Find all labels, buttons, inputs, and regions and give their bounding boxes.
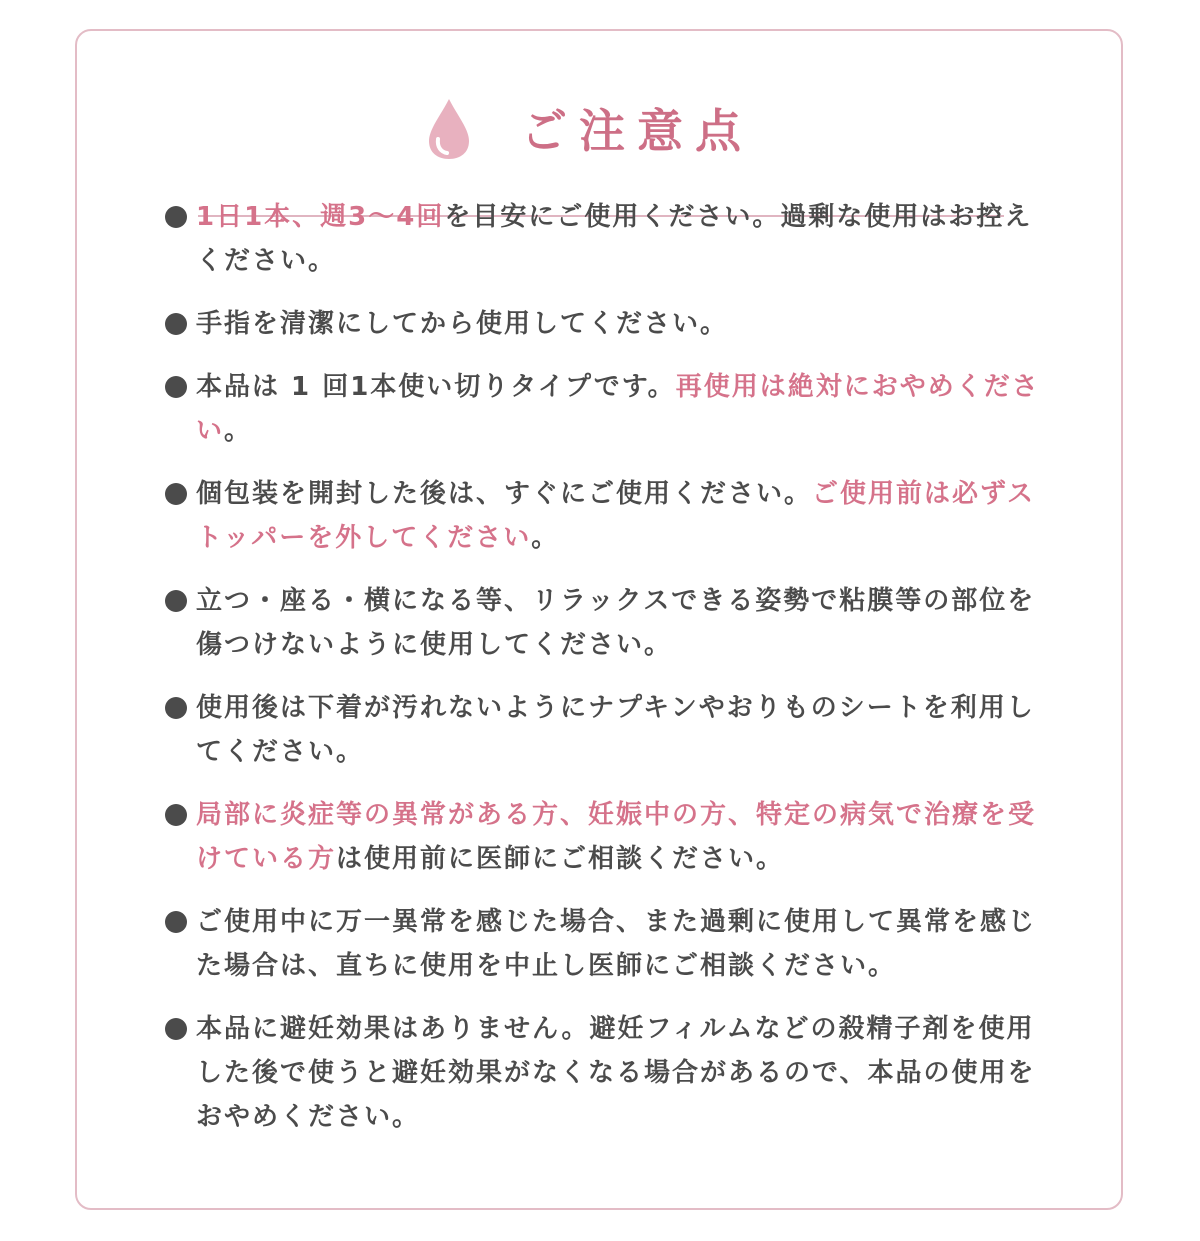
bullet-icon [165, 590, 187, 612]
caution-header [77, 91, 1121, 171]
list-item [165, 900, 1045, 988]
bullet-icon [165, 376, 187, 398]
bullet-icon [165, 804, 187, 826]
bullet-icon [165, 697, 187, 719]
bullet-icon [165, 483, 187, 505]
note-text: は使用前に医師にご相談ください。 [336, 844, 785, 874]
highlight-text: 1日1本、週3～4回 [196, 202, 445, 232]
list-item [165, 686, 1045, 774]
list-item [165, 302, 1045, 346]
highlight-text: 局部に炎症等の異常がある方、妊娠中の方、特定の病気で治療を受けている方 [196, 800, 1037, 874]
note-text: 手指を清潔にしてから使用してください。 [196, 309, 729, 339]
bullet-icon [165, 1018, 187, 1040]
note-text: 使用後は下着が汚れないようにナプキンやおりものシートを利用してください。 [196, 693, 1035, 767]
note-text: 個包装を開封した後は、すぐにご使用ください。 [196, 479, 813, 509]
highlight-text: ご使用前は必ずストッパーを外してください [196, 479, 1035, 553]
bullet-icon [165, 911, 187, 933]
list-item [165, 472, 1045, 560]
bullet-icon [165, 206, 187, 228]
list-item [165, 793, 1045, 881]
note-text: 本品は 1 回1本使い切りタイプです。 [196, 372, 676, 402]
note-text: 立つ・座る・横になる等、リラックスできる姿勢で粘膜等の部位を傷つけないように使用してください。 [196, 586, 1036, 660]
list-item [165, 579, 1045, 667]
note-text: を目安にご使用ください。過剰な使用はお控えください。 [196, 202, 1033, 276]
note-text: ご使用中に万一異常を感じた場合、また過剰に使用して異常を感じた場合は、直ちに使用を中止し医師にご相談ください。 [196, 907, 1037, 981]
water-drop-icon [427, 97, 471, 161]
bullet-icon [165, 313, 187, 335]
list-item [165, 1007, 1045, 1139]
note-text: 。 [531, 523, 560, 553]
note-text: 本品に避妊効果はありません。避妊フィルムなどの殺精子剤を使用した後で使うと避妊効果がなくなる場合があるので、本品の使用をおやめください。 [196, 1014, 1036, 1132]
caution-list [165, 195, 1045, 1158]
list-item [165, 365, 1045, 453]
highlight-text: 再使用は絶対におやめください [196, 372, 1040, 446]
list-item [165, 195, 1045, 283]
caution-card [75, 29, 1123, 1210]
note-text: 。 [224, 416, 253, 446]
page-title: ご注意点 [521, 104, 753, 158]
